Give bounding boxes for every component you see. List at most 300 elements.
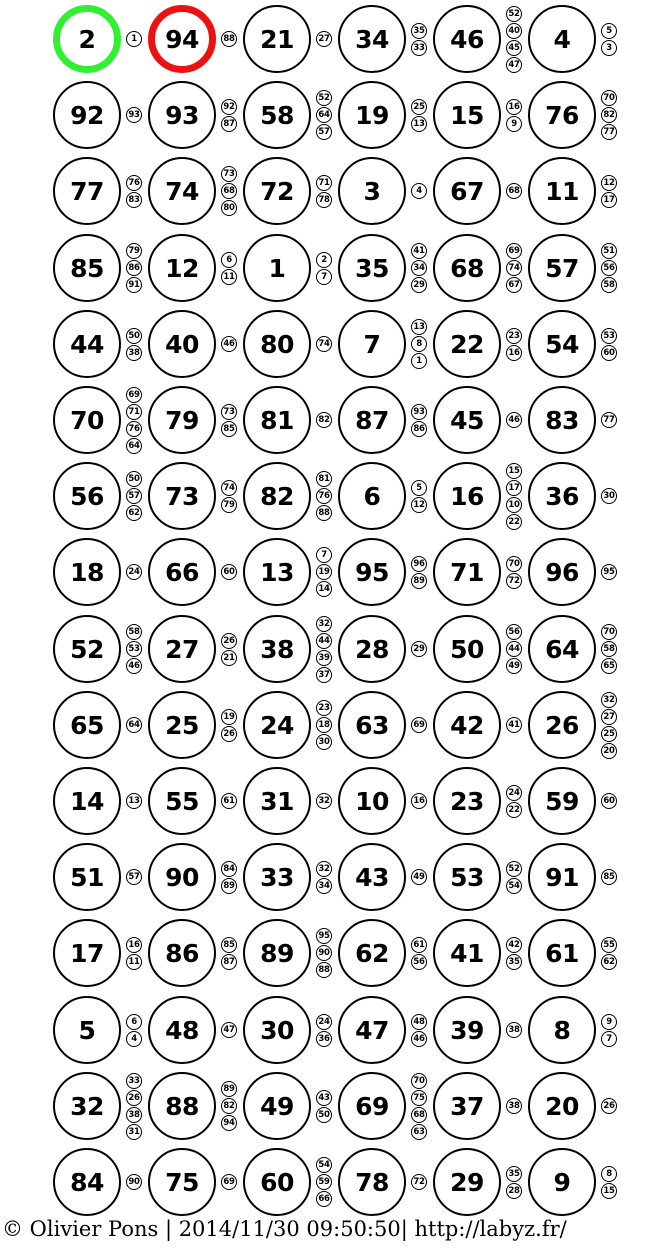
hint-bubble: 90: [316, 945, 332, 961]
number-cell[interactable]: 23: [433, 767, 501, 835]
hint-group: [504, 5, 524, 73]
number-cell[interactable]: 78: [338, 1148, 406, 1216]
hint-bubble: 33: [126, 1073, 142, 1089]
hint-bubble: 16: [411, 793, 427, 809]
hint-bubble: 51: [601, 243, 617, 259]
hint-bubble: 15: [506, 463, 522, 479]
hint-group: [219, 615, 239, 683]
hint-group: [599, 767, 619, 835]
number-cell[interactable]: 79: [148, 386, 216, 454]
hint-bubble: 7: [601, 1031, 617, 1047]
number-cell[interactable]: 93: [148, 81, 216, 149]
hint-bubble: 1: [126, 31, 142, 47]
hint-bubble: 86: [411, 421, 427, 437]
number-cell[interactable]: 6: [338, 462, 406, 530]
hint-group: [314, 81, 334, 149]
hint-group: [314, 996, 334, 1064]
hint-bubble: 60: [221, 564, 237, 580]
hint-bubble: 71: [126, 404, 142, 420]
hint-bubble: 25: [601, 726, 617, 742]
number-cell[interactable]: 40: [148, 310, 216, 378]
hint-group: [599, 691, 619, 759]
number-cell[interactable]: 13: [243, 538, 311, 606]
hint-bubble: 56: [506, 624, 522, 640]
hint-bubble: 27: [601, 709, 617, 725]
hint-bubble: 12: [601, 175, 617, 191]
hint-bubble: 32: [316, 793, 332, 809]
number-cell[interactable]: 59: [528, 767, 596, 835]
number-cell[interactable]: 45: [433, 386, 501, 454]
hint-group: [409, 310, 429, 378]
number-cell[interactable]: 95: [338, 538, 406, 606]
hint-bubble: 39: [316, 650, 332, 666]
hint-bubble: 77: [601, 412, 617, 428]
hint-bubble: 93: [126, 107, 142, 123]
hint-bubble: 69: [506, 243, 522, 259]
hint-bubble: 35: [411, 23, 427, 39]
hint-bubble: 74: [316, 336, 332, 352]
hint-group: [219, 919, 239, 987]
hint-bubble: 68: [221, 183, 237, 199]
hint-bubble: 29: [411, 641, 427, 657]
hint-group: [219, 996, 239, 1064]
hint-bubble: 30: [316, 734, 332, 750]
hint-bubble: 71: [316, 175, 332, 191]
hint-bubble: 3: [601, 40, 617, 56]
number-cell[interactable]: 5: [53, 996, 121, 1064]
number-cell[interactable]: 53: [433, 843, 501, 911]
hint-bubble: 19: [316, 564, 332, 580]
goal-cell[interactable]: 94: [148, 5, 216, 73]
hint-bubble: 72: [411, 1174, 427, 1190]
hint-bubble: 52: [506, 6, 522, 22]
hint-bubble: 38: [506, 1098, 522, 1114]
hint-bubble: 27: [316, 31, 332, 47]
number-cell[interactable]: 67: [433, 157, 501, 225]
hint-bubble: 50: [126, 328, 142, 344]
hint-bubble: 8: [411, 336, 427, 352]
hint-bubble: 37: [316, 667, 332, 683]
number-cell[interactable]: 34: [338, 5, 406, 73]
hint-group: [504, 386, 524, 454]
hint-bubble: 57: [126, 869, 142, 885]
number-cell[interactable]: 29: [433, 1148, 501, 1216]
number-cell[interactable]: 92: [53, 81, 121, 149]
number-cell[interactable]: 7: [338, 310, 406, 378]
hint-bubble: 82: [316, 412, 332, 428]
hint-group: [409, 615, 429, 683]
hint-group: [409, 996, 429, 1064]
number-cell[interactable]: 30: [243, 996, 311, 1064]
number-cell[interactable]: 61: [528, 919, 596, 987]
hint-bubble: 22: [506, 514, 522, 530]
hint-group: [124, 843, 144, 911]
hint-group: [599, 310, 619, 378]
number-cell[interactable]: 41: [433, 919, 501, 987]
number-cell[interactable]: 38: [243, 615, 311, 683]
hint-bubble: 21: [221, 650, 237, 666]
hint-bubble: 64: [126, 438, 142, 454]
number-cell[interactable]: 64: [528, 615, 596, 683]
number-cell[interactable]: 75: [148, 1148, 216, 1216]
hint-group: [219, 5, 239, 73]
hint-group: [314, 234, 334, 302]
hint-bubble: 61: [221, 793, 237, 809]
hint-group: [409, 1072, 429, 1140]
hint-group: [409, 691, 429, 759]
hint-bubble: 25: [411, 99, 427, 115]
hint-bubble: 4: [126, 1031, 142, 1047]
number-cell[interactable]: 1: [243, 234, 311, 302]
hint-bubble: 63: [411, 1124, 427, 1140]
number-cell[interactable]: 16: [433, 462, 501, 530]
hint-bubble: 22: [506, 802, 522, 818]
hint-bubble: 95: [601, 564, 617, 580]
hint-bubble: 50: [126, 471, 142, 487]
hint-bubble: 19: [221, 709, 237, 725]
hint-bubble: 62: [126, 505, 142, 521]
number-cell[interactable]: 35: [338, 234, 406, 302]
hint-group: [409, 386, 429, 454]
hint-group: [504, 81, 524, 149]
hint-bubble: 11: [221, 269, 237, 285]
hint-group: [219, 157, 239, 225]
hint-bubble: 47: [221, 1022, 237, 1038]
hint-group: [409, 1148, 429, 1216]
hint-bubble: 77: [601, 124, 617, 140]
hint-bubble: 54: [316, 1157, 332, 1173]
number-cell[interactable]: 47: [338, 996, 406, 1064]
hint-bubble: 46: [221, 336, 237, 352]
hint-group: [124, 538, 144, 606]
hint-bubble: 93: [411, 404, 427, 420]
number-cell[interactable]: 3: [338, 157, 406, 225]
hint-bubble: 55: [601, 937, 617, 953]
hint-bubble: 67: [506, 277, 522, 293]
number-cell[interactable]: 55: [148, 767, 216, 835]
number-cell[interactable]: 22: [433, 310, 501, 378]
hint-group: [599, 919, 619, 987]
hint-bubble: 13: [126, 793, 142, 809]
hint-group: [124, 81, 144, 149]
hint-group: [504, 1072, 524, 1140]
number-cell[interactable]: 14: [53, 767, 121, 835]
number-cell[interactable]: 80: [243, 310, 311, 378]
hint-bubble: 36: [316, 1031, 332, 1047]
hint-group: [409, 5, 429, 73]
number-cell[interactable]: 69: [338, 1072, 406, 1140]
hint-group: [504, 1148, 524, 1216]
hint-bubble: 82: [221, 1098, 237, 1114]
hint-bubble: 24: [316, 1014, 332, 1030]
number-cell[interactable]: 21: [243, 5, 311, 73]
number-cell[interactable]: 15: [433, 81, 501, 149]
hint-group: [314, 1148, 334, 1216]
hint-group: [219, 462, 239, 530]
hint-group: [314, 919, 334, 987]
hint-bubble: 64: [126, 717, 142, 733]
number-cell[interactable]: 73: [148, 462, 216, 530]
hint-group: [124, 234, 144, 302]
number-cell[interactable]: 85: [53, 234, 121, 302]
hint-bubble: 95: [316, 928, 332, 944]
number-cell[interactable]: 20: [528, 1072, 596, 1140]
number-cell[interactable]: 24: [243, 691, 311, 759]
hint-bubble: 17: [601, 192, 617, 208]
hint-group: [219, 767, 239, 835]
hint-bubble: 78: [316, 192, 332, 208]
hint-bubble: 86: [126, 260, 142, 276]
hint-bubble: 89: [221, 878, 237, 894]
number-cell[interactable]: 83: [528, 386, 596, 454]
hint-bubble: 4: [411, 183, 427, 199]
hint-bubble: 68: [411, 1107, 427, 1123]
hint-bubble: 88: [221, 31, 237, 47]
hint-group: [409, 919, 429, 987]
hint-group: [124, 157, 144, 225]
number-cell[interactable]: 49: [243, 1072, 311, 1140]
hint-bubble: 23: [316, 700, 332, 716]
number-cell[interactable]: 36: [528, 462, 596, 530]
number-cell[interactable]: 32: [53, 1072, 121, 1140]
hint-bubble: 30: [601, 488, 617, 504]
hint-bubble: 69: [126, 387, 142, 403]
number-cell[interactable]: 19: [338, 81, 406, 149]
hint-bubble: 49: [411, 869, 427, 885]
hint-group: [409, 157, 429, 225]
hint-bubble: 20: [601, 743, 617, 759]
number-cell[interactable]: 51: [53, 843, 121, 911]
hint-group: [124, 386, 144, 454]
hint-bubble: 70: [601, 90, 617, 106]
number-cell[interactable]: 43: [338, 843, 406, 911]
hint-bubble: 57: [126, 488, 142, 504]
hint-bubble: 32: [601, 692, 617, 708]
hint-group: [124, 767, 144, 835]
number-cell[interactable]: 70: [53, 386, 121, 454]
hint-group: [599, 462, 619, 530]
hint-bubble: 18: [316, 717, 332, 733]
hint-bubble: 79: [221, 497, 237, 513]
number-cell[interactable]: 31: [243, 767, 311, 835]
hint-bubble: 72: [506, 573, 522, 589]
hint-bubble: 73: [221, 166, 237, 182]
hint-bubble: 54: [506, 878, 522, 894]
hint-group: [409, 843, 429, 911]
hint-bubble: 53: [601, 328, 617, 344]
hint-bubble: 92: [221, 99, 237, 115]
hint-bubble: 74: [506, 260, 522, 276]
number-cell[interactable]: 57: [528, 234, 596, 302]
hint-bubble: 75: [411, 1090, 427, 1106]
hint-bubble: 45: [506, 40, 522, 56]
hint-bubble: 17: [506, 480, 522, 496]
hint-bubble: 6: [126, 1014, 142, 1030]
hint-group: [409, 234, 429, 302]
hint-bubble: 65: [601, 658, 617, 674]
hint-bubble: 16: [126, 937, 142, 953]
hint-bubble: 94: [221, 1115, 237, 1131]
number-cell[interactable]: 25: [148, 691, 216, 759]
number-cell[interactable]: 76: [528, 81, 596, 149]
number-cell[interactable]: 90: [148, 843, 216, 911]
hint-bubble: 70: [506, 556, 522, 572]
hint-bubble: 16: [506, 345, 522, 361]
hint-group: [504, 615, 524, 683]
number-cell[interactable]: 62: [338, 919, 406, 987]
hint-group: [314, 615, 334, 683]
number-cell[interactable]: 72: [243, 157, 311, 225]
number-cell[interactable]: 96: [528, 538, 596, 606]
hint-group: [124, 615, 144, 683]
number-cell[interactable]: 37: [433, 1072, 501, 1140]
number-cell[interactable]: 87: [338, 386, 406, 454]
number-cell[interactable]: 77: [53, 157, 121, 225]
number-cell[interactable]: 60: [243, 1148, 311, 1216]
hint-bubble: 12: [411, 497, 427, 513]
number-cell[interactable]: 44: [53, 310, 121, 378]
hint-group: [504, 767, 524, 835]
hint-bubble: 5: [601, 23, 617, 39]
hint-bubble: 85: [221, 937, 237, 953]
hint-group: [599, 5, 619, 73]
number-cell[interactable]: 18: [53, 538, 121, 606]
number-cell[interactable]: 48: [148, 996, 216, 1064]
hint-bubble: 23: [506, 328, 522, 344]
hint-group: [409, 81, 429, 149]
number-cell[interactable]: 86: [148, 919, 216, 987]
hint-bubble: 69: [221, 1174, 237, 1190]
number-cell[interactable]: 26: [528, 691, 596, 759]
hint-bubble: 89: [221, 1081, 237, 1097]
hint-group: [124, 462, 144, 530]
number-cell[interactable]: 58: [243, 81, 311, 149]
number-cell[interactable]: 56: [53, 462, 121, 530]
start-cell[interactable]: 2: [53, 5, 121, 73]
hint-group: [314, 538, 334, 606]
hint-bubble: 44: [506, 641, 522, 657]
number-cell[interactable]: 82: [243, 462, 311, 530]
hint-group: [124, 5, 144, 73]
hint-group: [124, 996, 144, 1064]
number-cell[interactable]: 65: [53, 691, 121, 759]
number-cell[interactable]: 42: [433, 691, 501, 759]
hint-bubble: 59: [316, 1174, 332, 1190]
hint-bubble: 82: [601, 107, 617, 123]
hint-bubble: 11: [126, 954, 142, 970]
number-cell[interactable]: 54: [528, 310, 596, 378]
hint-group: [314, 691, 334, 759]
number-cell[interactable]: 63: [338, 691, 406, 759]
number-cell[interactable]: 11: [528, 157, 596, 225]
hint-bubble: 8: [601, 1166, 617, 1182]
number-cell[interactable]: 17: [53, 919, 121, 987]
hint-group: [124, 919, 144, 987]
hint-bubble: 1: [411, 353, 427, 369]
number-cell[interactable]: 68: [433, 234, 501, 302]
hint-bubble: 26: [126, 1090, 142, 1106]
number-cell[interactable]: 27: [148, 615, 216, 683]
number-cell[interactable]: 84: [53, 1148, 121, 1216]
number-cell[interactable]: 9: [528, 1148, 596, 1216]
number-cell[interactable]: 81: [243, 386, 311, 454]
number-cell[interactable]: 8: [528, 996, 596, 1064]
number-cell[interactable]: 66: [148, 538, 216, 606]
hint-group: [504, 157, 524, 225]
hint-bubble: 9: [601, 1014, 617, 1030]
hint-bubble: 84: [221, 861, 237, 877]
hint-group: [504, 919, 524, 987]
hint-group: [314, 1072, 334, 1140]
hint-bubble: 42: [506, 937, 522, 953]
hint-bubble: 34: [411, 260, 427, 276]
hint-bubble: 35: [506, 1166, 522, 1182]
number-cell[interactable]: 50: [433, 615, 501, 683]
hint-bubble: 31: [126, 1124, 142, 1140]
hint-group: [219, 234, 239, 302]
hint-group: [599, 538, 619, 606]
number-cell[interactable]: 89: [243, 919, 311, 987]
hint-bubble: 24: [506, 785, 522, 801]
hint-bubble: 46: [506, 412, 522, 428]
number-cell[interactable]: 12: [148, 234, 216, 302]
hint-group: [124, 691, 144, 759]
hint-bubble: 58: [601, 277, 617, 293]
hint-bubble: 60: [601, 345, 617, 361]
number-cell[interactable]: 46: [433, 5, 501, 73]
hint-bubble: 7: [316, 269, 332, 285]
number-cell[interactable]: 4: [528, 5, 596, 73]
hint-bubble: 52: [506, 861, 522, 877]
hint-bubble: 70: [411, 1073, 427, 1089]
hint-bubble: 74: [221, 480, 237, 496]
hint-bubble: 46: [126, 658, 142, 674]
hint-bubble: 91: [126, 277, 142, 293]
hint-bubble: 85: [221, 421, 237, 437]
hint-bubble: 34: [316, 878, 332, 894]
hint-bubble: 44: [316, 633, 332, 649]
hint-group: [314, 310, 334, 378]
hint-group: [124, 1072, 144, 1140]
hint-bubble: 15: [601, 1183, 617, 1199]
number-cell[interactable]: 33: [243, 843, 311, 911]
hint-bubble: 26: [601, 1098, 617, 1114]
hint-bubble: 60: [601, 793, 617, 809]
hint-group: [219, 538, 239, 606]
hint-bubble: 48: [411, 1014, 427, 1030]
hint-group: [219, 691, 239, 759]
hint-bubble: 46: [411, 1031, 427, 1047]
hint-bubble: 7: [316, 547, 332, 563]
hint-bubble: 2: [316, 252, 332, 268]
number-cell[interactable]: 10: [338, 767, 406, 835]
hint-bubble: 87: [221, 116, 237, 132]
hint-bubble: 58: [601, 641, 617, 657]
hint-bubble: 83: [126, 192, 142, 208]
hint-group: [599, 1148, 619, 1216]
hint-group: [504, 996, 524, 1064]
hint-bubble: 32: [316, 616, 332, 632]
number-cell[interactable]: 91: [528, 843, 596, 911]
hint-bubble: 88: [316, 505, 332, 521]
number-cell[interactable]: 88: [148, 1072, 216, 1140]
number-cell[interactable]: 71: [433, 538, 501, 606]
hint-group: [504, 462, 524, 530]
number-cell[interactable]: 52: [53, 615, 121, 683]
number-cell[interactable]: 74: [148, 157, 216, 225]
number-cell[interactable]: 28: [338, 615, 406, 683]
number-cell[interactable]: 39: [433, 996, 501, 1064]
